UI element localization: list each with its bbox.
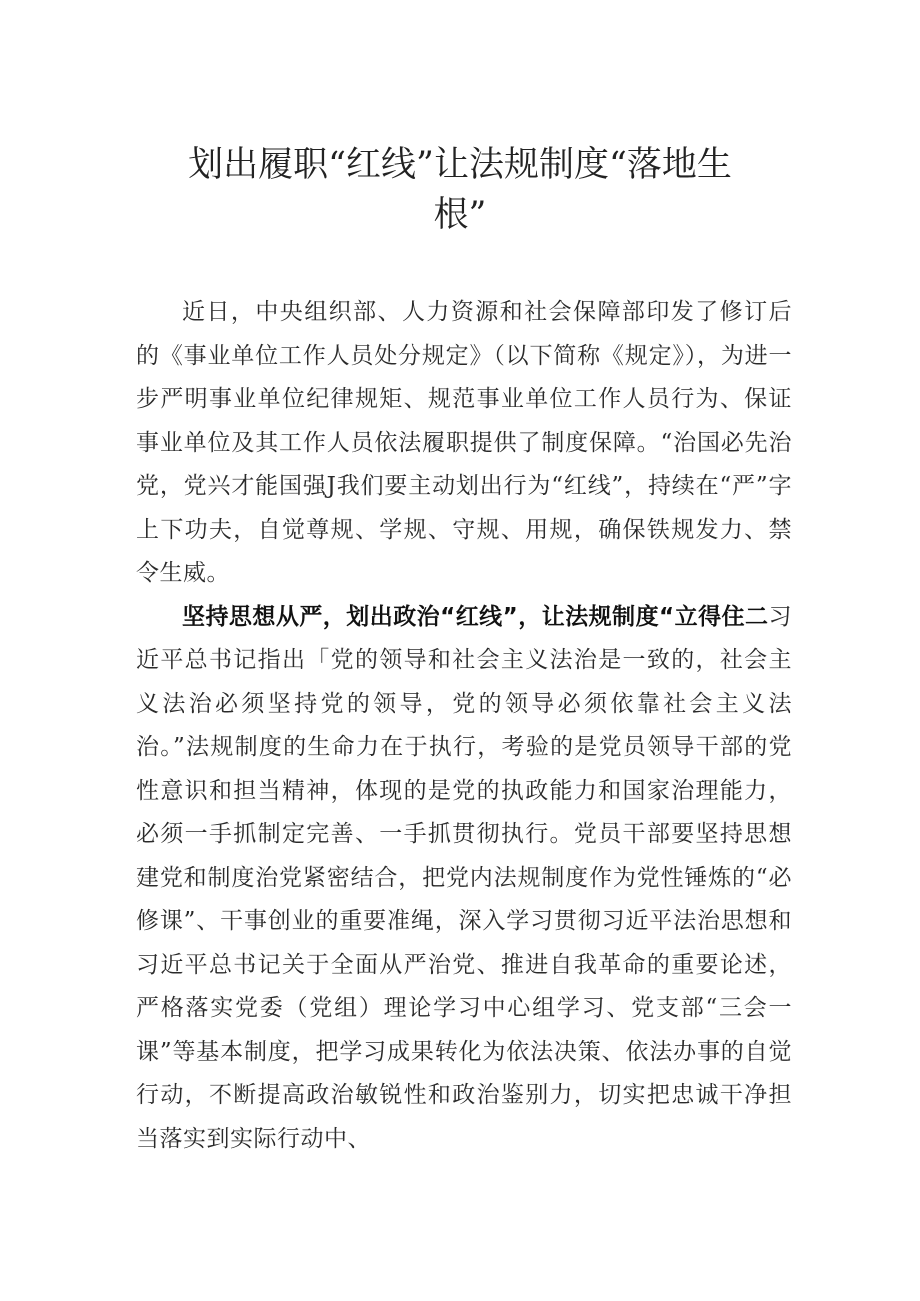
paragraph-1-text: 近日，中央组织部、人力资源和社会保障部印发了修订后的《事业单位工作人员处分规定》（以下简称《规定》），为进一步严明事业单位纪律规矩、规范事业单位工作人员行为、保证事业单位及其工作人员依法履职提供了制度保障。“治国必先治党，党兴才能国强J我们要主动划出行为“红线”，持续在“严”字上下功夫，自觉尊规、学规、守规、用规，确保铁规发力、禁令生威。 bbox=[136, 299, 792, 586]
paragraph-1 bbox=[136, 291, 792, 596]
paragraph-2 bbox=[136, 596, 792, 1162]
document-title bbox=[170, 140, 750, 240]
title-line-1: 划出履职“红线”让法规制度“落地生 bbox=[188, 145, 732, 185]
title-line-2: 根” bbox=[433, 195, 487, 235]
document-body bbox=[136, 291, 792, 1161]
paragraph-2-text: 习近平总书记指出「党的领导和社会主义法治是一致的，社会主义法治必须坚持党的领导，党的领导必须依靠社会主义法治。”法规制度的生命力在于执行，考验的是党员领导干部的党性意识和担当精神，体现的是党的执政能力和国家治理能力，必须一手抓制定完善、一手抓贯彻执行。党员干部要坚持思想建党和制度治党紧密结合，把党内法规制度作为党性锤炼的“必修课”、干事创业的重要准绳，深入学习贯彻习近平法治思想和习近平总书记关于全面从严治党、推进自我革命的重要论述，严格落实党委（党组）理论学习中心组学习、党支部“三会一课”等基本制度，把学习成果转化为依法决策、依法办事的自觉行动，不断提高政治敏锐性和政治鉴别力，切实把忠诚干净担当落实到实际行动中、 bbox=[136, 603, 792, 1152]
paragraph-2-lead: 坚持思想从严，划出政治“红线”，让法规制度“立得住二 bbox=[182, 603, 769, 630]
